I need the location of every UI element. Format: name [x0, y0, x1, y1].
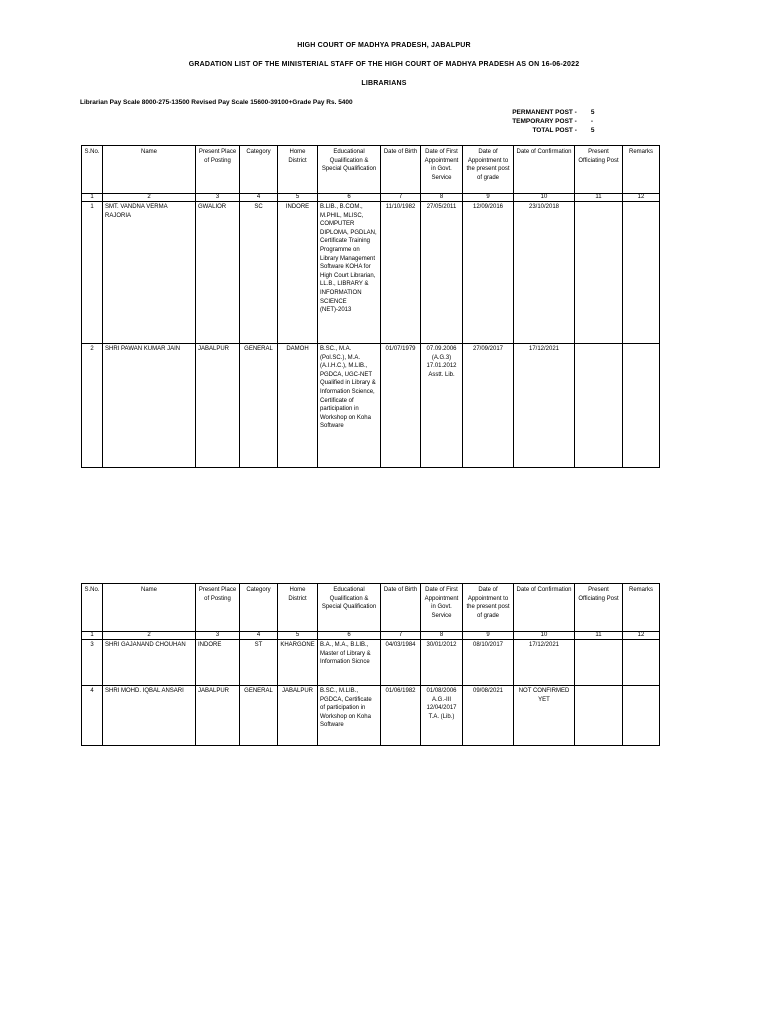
col-number: 7 [381, 194, 421, 202]
col-name: Name [103, 146, 196, 194]
col-number: 1 [82, 194, 103, 202]
column-number-row [82, 194, 660, 202]
col-number: 3 [196, 194, 240, 202]
col-number: 3 [196, 632, 240, 640]
cell-first: 27/05/2011 [421, 202, 463, 344]
col-sno: S.No. [82, 146, 103, 194]
cell-category: ST [240, 640, 278, 686]
cell-name: SHRI PAWAN KUMAR JAIN [103, 344, 196, 468]
col-category: Category [240, 584, 278, 632]
total-value: 5 [590, 127, 595, 134]
col-number: 10 [514, 632, 575, 640]
cell-confirm: NOT CONFIRMED YET [514, 686, 575, 746]
cell-edu: B.A., M.A., B.LIB., Master of Library & Information Sicnce [318, 640, 381, 686]
cell-first: 07.09.2006 (A.G.3) 17.01.2012 Asstt. Lib. [421, 344, 463, 468]
cell-category: SC [240, 202, 278, 344]
col-posting: Present Place of Posting [196, 584, 240, 632]
col-number: 9 [463, 194, 514, 202]
temporary-label: TEMPORARY POST - [512, 118, 577, 125]
col-number: 9 [463, 632, 514, 640]
cell-dob: 01/06/1982 [381, 686, 421, 746]
col-category: Category [240, 146, 278, 194]
cadre-title: LIBRARIANS [361, 80, 407, 87]
col-posting: Present Place of Posting [196, 146, 240, 194]
cell-edu: B.SC., M.A. (Pol.SC.), M.A. (A.I.H.C.), M.LIB., PGDCA, UGC-NET Qualified in Library & Information Science, Certificate of participation in Workshop on Koha Software [318, 344, 381, 468]
col-number: 8 [421, 194, 463, 202]
cell-present: 08/10/2017 [463, 640, 514, 686]
cell-dob: 04/03/1984 [381, 640, 421, 686]
col-home: Home District [278, 584, 318, 632]
temporary-value: - [590, 118, 594, 125]
col-dob: Date of Birth [381, 584, 421, 632]
col-present: Date of Appointment to the present post of grade [463, 146, 514, 194]
col-confirm: Date of Confirmation [514, 146, 575, 194]
table-header-row [82, 584, 660, 632]
col-number: 8 [421, 632, 463, 640]
col-remarks: Remarks [623, 584, 660, 632]
cell-confirm: 17/12/2021 [514, 344, 575, 468]
col-number: 7 [381, 632, 421, 640]
col-sno: S.No. [82, 584, 103, 632]
gradation-table-2 [81, 583, 660, 746]
col-number: 12 [623, 632, 660, 640]
cell-category: GENERAL [240, 344, 278, 468]
col-number: 12 [623, 194, 660, 202]
posts-summary [470, 108, 620, 135]
cell-remarks [623, 640, 660, 686]
col-number: 6 [318, 632, 381, 640]
col-first: Date of First Appointment in Govt. Service [421, 146, 463, 194]
col-number: 2 [103, 632, 196, 640]
col-confirm: Date of Confirmation [514, 584, 575, 632]
cell-first: 01/08/2006 A.G.-III 12/04/2017 T.A. (Lib.) [421, 686, 463, 746]
col-number: 4 [240, 632, 278, 640]
cell-sno: 2 [82, 344, 103, 468]
column-number-row [82, 632, 660, 640]
col-dob: Date of Birth [381, 146, 421, 194]
cell-officiating [575, 686, 623, 746]
permanent-value: 5 [590, 109, 595, 116]
cell-first: 30/01/2012 [421, 640, 463, 686]
col-present: Date of Appointment to the present post of grade [463, 584, 514, 632]
cell-remarks [623, 344, 660, 468]
col-number: 1 [82, 632, 103, 640]
table-row [82, 344, 660, 468]
total-label: TOTAL POST - [532, 127, 577, 134]
cell-posting: JABALPUR [196, 686, 240, 746]
cell-confirm: 23/10/2018 [514, 202, 575, 344]
col-officiating: Present Officiating Post [575, 584, 623, 632]
cell-officiating [575, 344, 623, 468]
cell-sno: 1 [82, 202, 103, 344]
cell-name: SHRI GAJANAND CHOUHAN [103, 640, 196, 686]
cell-confirm: 17/12/2021 [514, 640, 575, 686]
cell-dob: 01/07/1979 [381, 344, 421, 468]
col-home: Home District [278, 146, 318, 194]
cell-category: GENERAL [240, 686, 278, 746]
col-officiating: Present Officiating Post [575, 146, 623, 194]
list-title: GRADATION LIST OF THE MINISTERIAL STAFF OF THE HIGH COURT OF MADHYA PRADESH AS ON 16-06-2022 [188, 61, 580, 68]
col-number: 5 [278, 194, 318, 202]
cell-home: DAMOH [278, 344, 318, 468]
pay-scale: Librarian Pay Scale 8000-275-13500 Revised Pay Scale 15600-39100+Grade Pay Rs. 5400 [80, 99, 353, 106]
table-row [82, 640, 660, 686]
court-title: HIGH COURT OF MADHYA PRADESH, JABALPUR [297, 42, 471, 49]
col-number: 11 [575, 632, 623, 640]
col-number: 11 [575, 194, 623, 202]
col-number: 4 [240, 194, 278, 202]
col-number: 10 [514, 194, 575, 202]
cell-edu: B.SC., M.LIB., PGDCA, Certificate of participation in Workshop on Koha Software [318, 686, 381, 746]
col-name: Name [103, 584, 196, 632]
col-edu: Educational Qualification & Special Qualification [318, 146, 381, 194]
col-number: 5 [278, 632, 318, 640]
cell-posting: GWALIOR [196, 202, 240, 344]
cell-officiating [575, 202, 623, 344]
col-remarks: Remarks [623, 146, 660, 194]
table-row [82, 202, 660, 344]
cell-home: INDORE [278, 202, 318, 344]
table-header-row [82, 146, 660, 194]
cell-officiating [575, 640, 623, 686]
cell-name: SMT. VANDNA VERMA RAJORIA [103, 202, 196, 344]
cell-present: 12/09/2016 [463, 202, 514, 344]
cell-present: 09/08/2021 [463, 686, 514, 746]
cell-name: SHRI MOHD. IQBAL ANSARI [103, 686, 196, 746]
cell-sno: 4 [82, 686, 103, 746]
gradation-table-1 [81, 145, 660, 468]
cell-posting: JABALPUR [196, 344, 240, 468]
table-row [82, 686, 660, 746]
cell-home: KHARGONE [278, 640, 318, 686]
permanent-label: PERMANENT POST - [512, 109, 577, 116]
col-first: Date of First Appointment in Govt. Service [421, 584, 463, 632]
cell-dob: 11/10/1982 [381, 202, 421, 344]
cell-edu: B.LIB., B.COM., M.PHIL, MLISC, COMPUTER DIPLOMA, PGDLAN, Certificate Training Programme on Library Management Software KOHA for High Court Librarian, LL.B., LIBRARY & INFORMATION SCIENCE (NET)-2013 [318, 202, 381, 344]
col-number: 6 [318, 194, 381, 202]
cell-home: JABALPUR [278, 686, 318, 746]
cell-sno: 3 [82, 640, 103, 686]
col-number: 2 [103, 194, 196, 202]
col-edu: Educational Qualification & Special Qualification [318, 584, 381, 632]
cell-remarks [623, 202, 660, 344]
cell-remarks [623, 686, 660, 746]
cell-present: 27/09/2017 [463, 344, 514, 468]
cell-posting: INDORE [196, 640, 240, 686]
